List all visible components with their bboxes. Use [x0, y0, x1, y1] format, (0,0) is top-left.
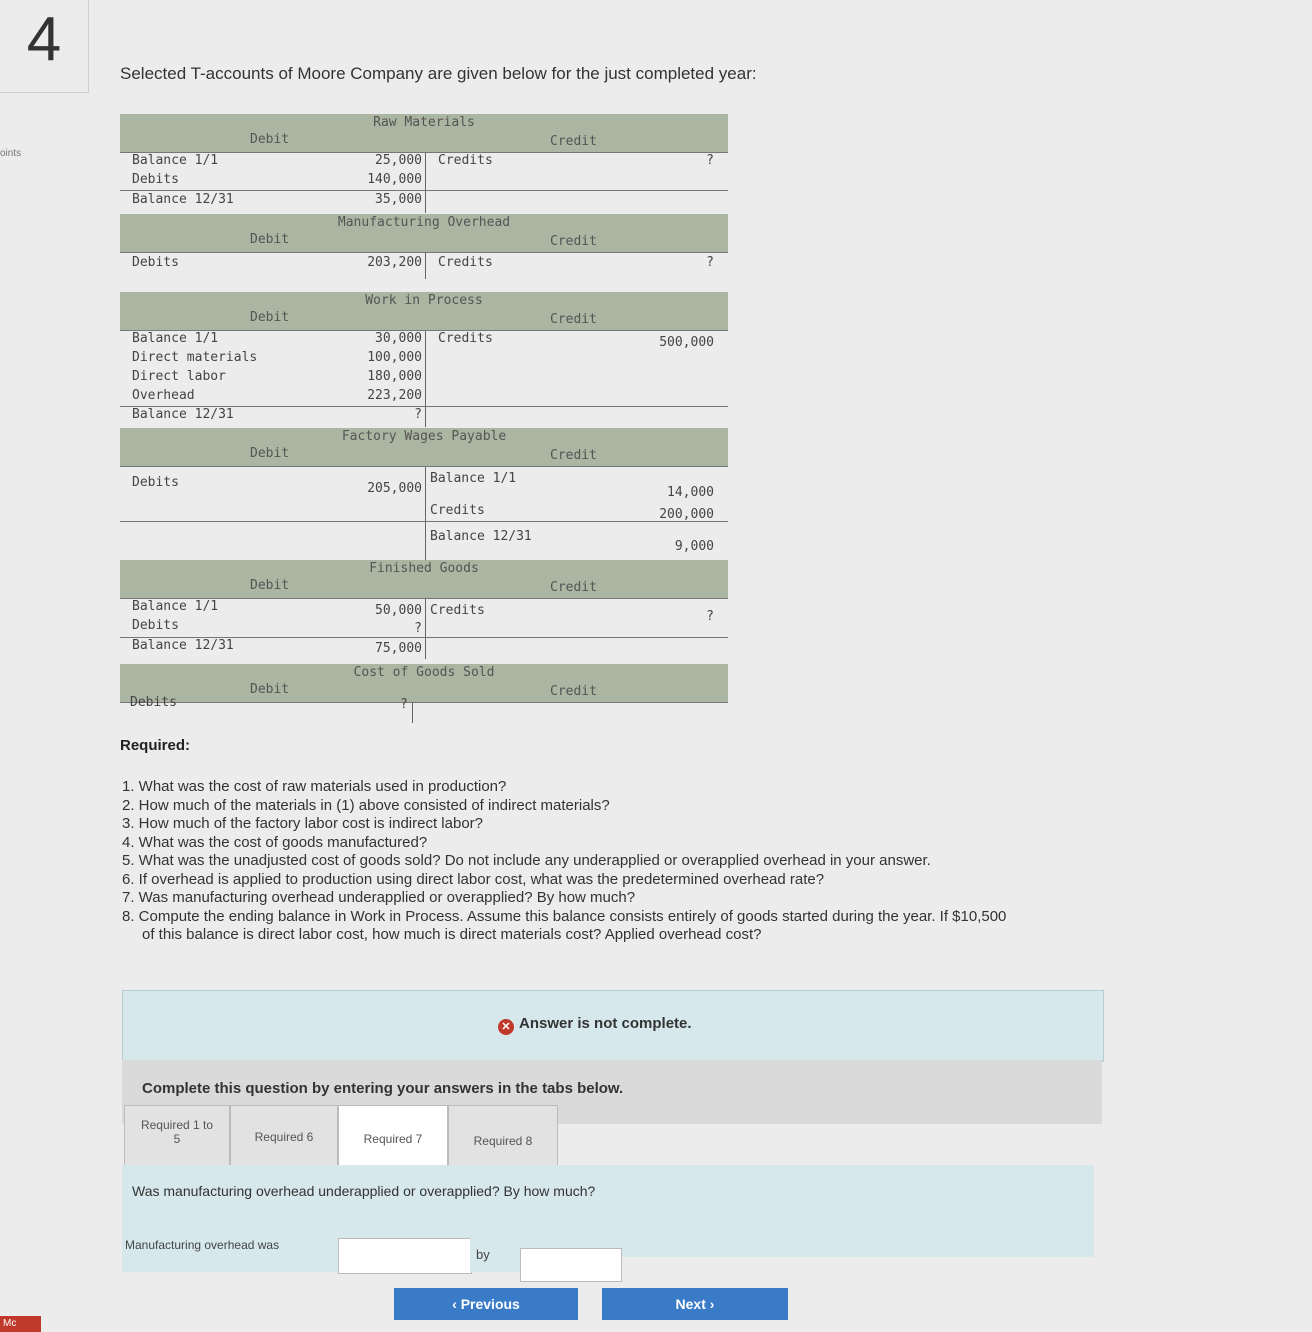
- required-item: 7. Was manufacturing overhead underapplied or overapplied? By how much?: [122, 889, 636, 906]
- credit-amount: 14,000: [667, 485, 714, 500]
- debit-header: Debit: [250, 232, 290, 247]
- debit-label: Debits: [132, 475, 179, 490]
- previous-label: Previous: [460, 1296, 520, 1312]
- debit-amount: 140,000: [367, 172, 422, 187]
- tab-required-8[interactable]: [448, 1105, 558, 1169]
- by-label: by: [470, 1238, 520, 1272]
- t-account-header: [120, 664, 728, 703]
- credit-label: Credits: [438, 255, 493, 270]
- required-item: 3. How much of the factory labor cost is indirect labor?: [122, 815, 483, 832]
- t-account-raw-materials: [120, 114, 728, 213]
- under-over-applied-select[interactable]: [338, 1238, 472, 1274]
- t-account-manufacturing-overhead: [120, 214, 728, 279]
- t-account-header: [120, 114, 728, 153]
- debit-label: Overhead: [132, 388, 195, 403]
- credit-amount: ?: [706, 153, 714, 168]
- credit-label: Balance 12/31: [430, 529, 532, 544]
- t-account-cost-of-goods-sold: [120, 664, 728, 723]
- debit-label: Balance 12/31: [132, 638, 234, 653]
- account-name: Raw Materials: [373, 115, 475, 130]
- credit-header: Credit: [550, 134, 597, 149]
- instruction-text: Complete this question by entering your answers in the tabs below.: [142, 1080, 624, 1097]
- chevron-left-icon: ‹: [452, 1296, 457, 1312]
- account-name: Cost of Goods Sold: [353, 665, 495, 680]
- credit-amount: ?: [706, 255, 714, 270]
- debit-amount: ?: [400, 697, 408, 712]
- debit-label: Direct labor: [132, 369, 226, 384]
- required-item: 4. What was the cost of goods manufactured?: [122, 833, 428, 851]
- debit-amount: 35,000: [375, 192, 422, 207]
- debit-amount: 100,000: [367, 350, 422, 365]
- t-account-header: [120, 214, 728, 253]
- account-name: Manufacturing Overhead: [337, 215, 511, 230]
- credit-amount: ?: [706, 609, 714, 624]
- t-account-header: [120, 428, 728, 467]
- status-text: Answer is not complete.: [519, 1015, 692, 1032]
- debit-amount: 205,000: [367, 481, 422, 496]
- credit-label: Credits: [438, 331, 493, 346]
- debit-label: Direct materials: [132, 350, 258, 365]
- debit-header: Debit: [250, 310, 290, 325]
- amount-input[interactable]: [520, 1248, 622, 1282]
- debit-label: Debits: [132, 255, 179, 270]
- debit-label: Debits: [132, 172, 179, 187]
- debit-amount: 203,200: [367, 255, 422, 270]
- required-title: Required:: [120, 737, 191, 754]
- required-item: 2. How much of the materials in (1) above consisted of indirect materials?: [122, 796, 610, 814]
- credit-label: Credits: [430, 603, 485, 618]
- required-item: 5. What was the unadjusted cost of goods sold? Do not include any underapplied or overapplied overhead in your answer.: [122, 852, 931, 869]
- debit-label: Balance 12/31: [132, 407, 234, 422]
- status-message: [498, 1015, 692, 1035]
- next-label: Next: [675, 1296, 706, 1312]
- answer-label: Manufacturing overhead was: [122, 1236, 338, 1272]
- tab-label: Required 7: [363, 1132, 423, 1146]
- debit-amount: ?: [414, 407, 422, 422]
- error-x-icon: ✕: [498, 1019, 514, 1035]
- debit-amount: 223,200: [367, 388, 422, 403]
- tab-required-6[interactable]: [230, 1105, 338, 1169]
- debit-label: Balance 1/1: [132, 599, 219, 614]
- debit-amount: 30,000: [375, 331, 422, 346]
- required-item: 6. If overhead is applied to production using direct labor cost, what was the predetermined overhead rate?: [122, 870, 825, 888]
- answer-status-bar: [122, 990, 1104, 1062]
- debit-label: Balance 1/1: [132, 153, 219, 168]
- credit-amount: 9,000: [674, 539, 714, 554]
- account-name: Finished Goods: [369, 561, 479, 576]
- debit-amount: 180,000: [367, 369, 422, 384]
- chevron-right-icon: ›: [709, 1296, 715, 1312]
- credit-label: Balance 1/1: [430, 471, 517, 486]
- credit-header: Credit: [550, 234, 597, 249]
- tab-label: Required 1 to: [140, 1118, 214, 1132]
- points-side-label: oints: [0, 148, 22, 159]
- debit-amount: 75,000: [375, 641, 422, 656]
- t-account-work-in-process: [120, 292, 728, 427]
- account-name: Work in Process: [365, 293, 483, 308]
- t-account-factory-wages-payable: [120, 428, 728, 563]
- credit-header: Credit: [550, 580, 597, 595]
- question-number: 4: [0, 0, 89, 93]
- credit-label: Credits: [438, 153, 493, 168]
- tab-label-line2: 5: [173, 1132, 181, 1146]
- required-item: 1. What was the cost of raw materials used in production?: [122, 778, 507, 795]
- credit-header: Credit: [550, 684, 597, 699]
- t-account-header: [120, 560, 728, 599]
- debit-header: Debit: [250, 132, 290, 147]
- debit-amount: ?: [414, 621, 422, 636]
- account-name: Factory Wages Payable: [341, 429, 507, 444]
- t-account-header: [120, 292, 728, 331]
- t-account-finished-goods: [120, 560, 728, 659]
- tab-label: Required 6: [254, 1130, 314, 1144]
- required-item-continuation: of this balance is direct labor cost, how much is direct materials cost? Applied overhead cost?: [142, 926, 762, 943]
- credit-amount: 200,000: [659, 507, 714, 522]
- debit-header: Debit: [250, 682, 290, 697]
- debit-label: Debits: [130, 695, 177, 710]
- debit-label: Balance 1/1: [132, 331, 219, 346]
- debit-label: Debits: [132, 618, 179, 633]
- credit-header: Credit: [550, 448, 597, 463]
- credit-amount: 500,000: [659, 335, 714, 350]
- credit-header: Credit: [550, 312, 597, 327]
- mc-badge: Mc: [0, 1316, 41, 1332]
- debit-header: Debit: [250, 578, 290, 593]
- required-list: [122, 778, 1212, 945]
- next-button[interactable]: [602, 1288, 788, 1320]
- debit-label: Balance 12/31: [132, 192, 234, 207]
- tab-required-7[interactable]: [338, 1105, 448, 1169]
- question-text: Was manufacturing overhead underapplied or overapplied? By how much?: [132, 1183, 596, 1199]
- debit-header: Debit: [250, 446, 290, 461]
- tab-required-1-to-5[interactable]: [124, 1105, 230, 1169]
- required-item: 8. Compute the ending balance in Work in Process. Assume this balance consists entirely of goods started during the year. If $10,500: [122, 907, 1007, 925]
- previous-button[interactable]: [394, 1288, 578, 1320]
- debit-amount: 25,000: [375, 153, 422, 168]
- intro-text: Selected T-accounts of Moore Company are given below for the just completed year:: [120, 64, 757, 83]
- credit-label: Credits: [430, 503, 485, 518]
- debit-amount: 50,000: [375, 603, 422, 618]
- tab-label: Required 8: [473, 1134, 533, 1148]
